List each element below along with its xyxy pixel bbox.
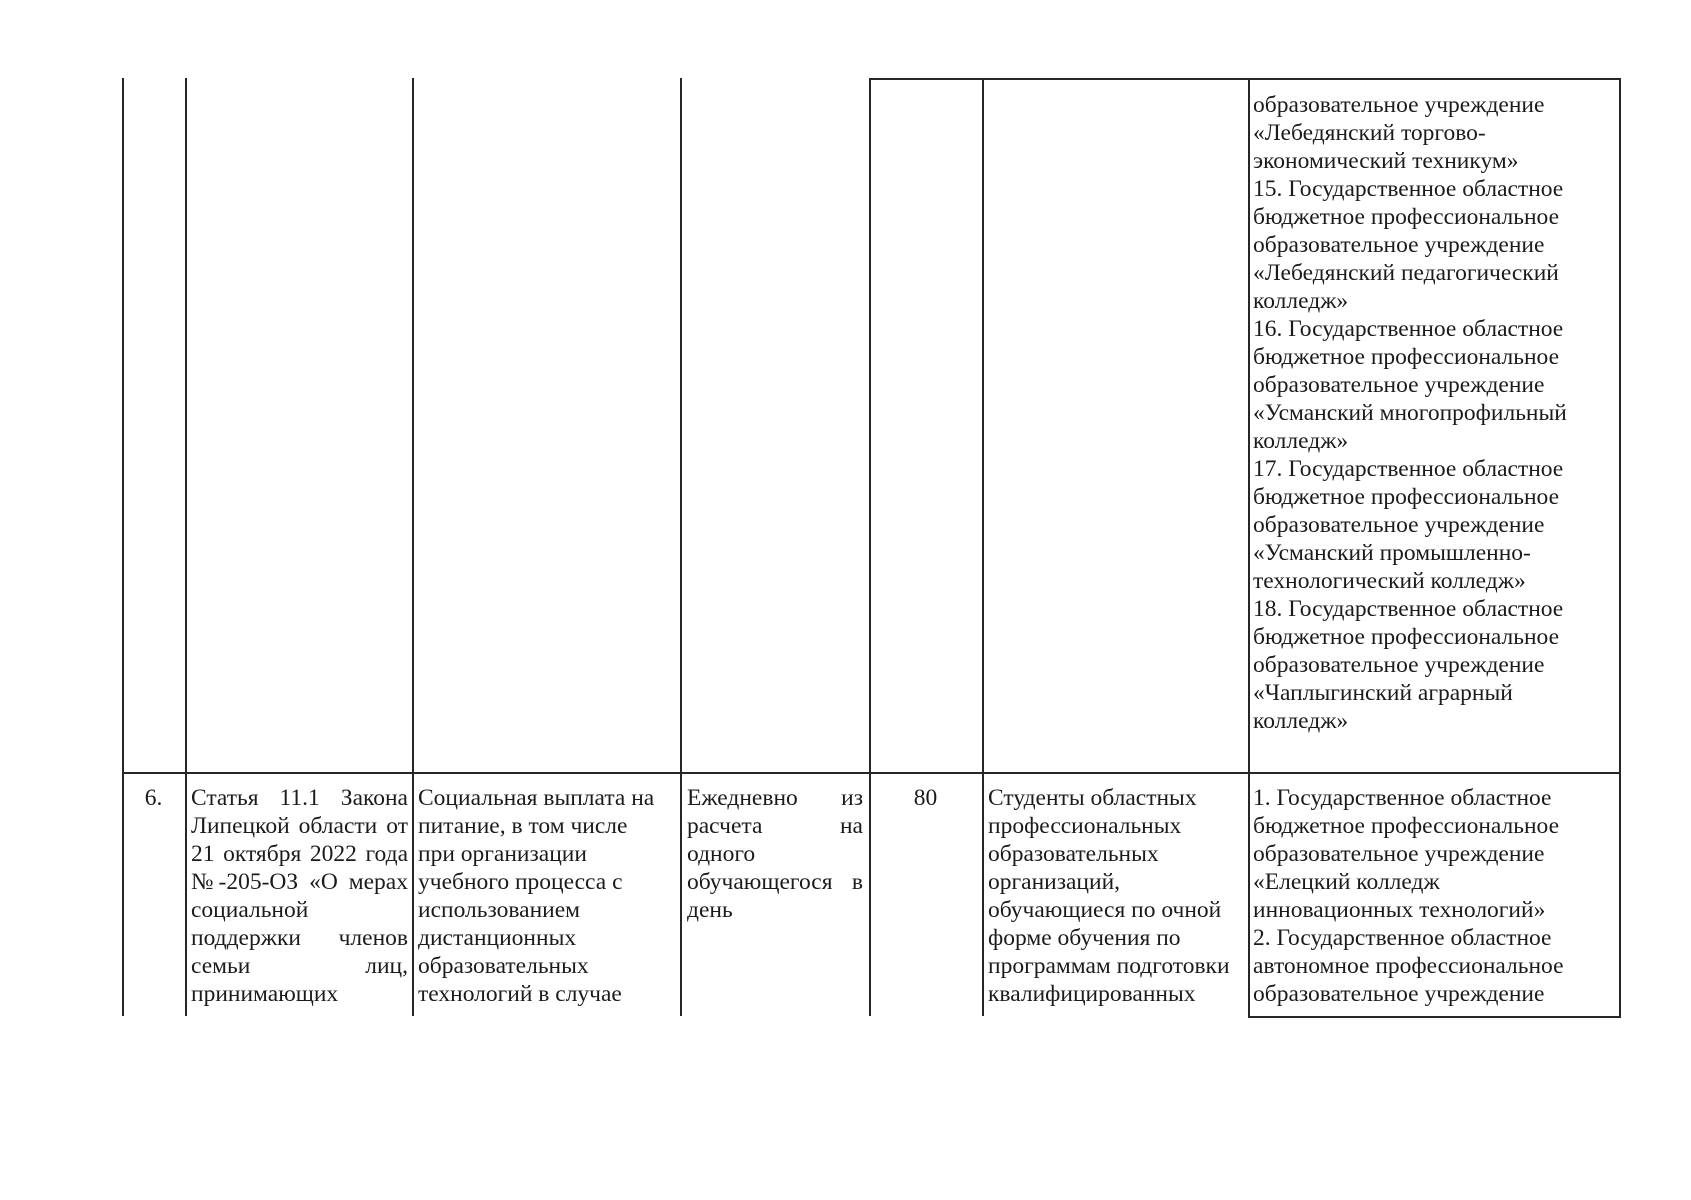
table-border-horizontal xyxy=(122,772,1621,774)
legal-basis-line: поддержки членов xyxy=(191,925,408,951)
organization-line: экономический техникум» xyxy=(1253,148,1519,174)
organization-line: «Лебедянский торгово- xyxy=(1253,120,1486,146)
measure-line: учебного процесса с xyxy=(418,869,623,895)
recipients-line: квалифицированных xyxy=(988,981,1196,1007)
cell-organizations-continued xyxy=(1248,91,1619,735)
frequency-line: день xyxy=(687,897,733,923)
organization-line: 15. Государственное областное xyxy=(1253,176,1564,202)
cell-recipients xyxy=(982,784,1248,1008)
organization-line: образовательное учреждение xyxy=(1253,841,1545,867)
cell-frequency xyxy=(680,784,869,924)
organization-line: бюджетное профессиональное xyxy=(1253,204,1560,230)
organization-line: «Лебедянский педагогический xyxy=(1253,260,1559,286)
frequency-line: Ежедневно из xyxy=(687,785,863,811)
organization-line: 2. Государственное областное xyxy=(1253,925,1552,951)
frequency-line: расчета на xyxy=(687,813,863,839)
legal-basis-line: Статья 11.1 Закона xyxy=(191,785,408,811)
organization-line: бюджетное профессиональное xyxy=(1253,344,1560,370)
legal-basis-line: семьи лиц, xyxy=(191,953,408,979)
recipients-line: программам подготовки xyxy=(988,953,1230,979)
organization-line: образовательное учреждение xyxy=(1253,92,1545,118)
legal-basis-line: №-205-ОЗ «О мерах xyxy=(191,869,408,895)
organization-line: образовательное учреждение xyxy=(1253,981,1545,1007)
organization-line: 16. Государственное областное xyxy=(1253,316,1564,342)
organization-line: «Усманский промышленно- xyxy=(1253,540,1531,566)
legal-basis-line: принимающих xyxy=(191,981,339,1007)
cell-support-measure xyxy=(412,784,680,1008)
recipients-line: форме обучения по xyxy=(988,925,1181,951)
organization-line: «Чаплыгинский аграрный xyxy=(1253,680,1513,706)
organization-line: бюджетное профессиональное xyxy=(1253,813,1560,839)
measure-line: технологий в случае xyxy=(418,981,622,1007)
cell-row-number xyxy=(122,784,185,812)
frequency-line: одного xyxy=(687,841,756,867)
recipients-line: образовательных xyxy=(988,841,1159,867)
organization-line: образовательное учреждение xyxy=(1253,372,1545,398)
organization-line: автономное профессиональное xyxy=(1253,953,1564,979)
organization-line: образовательное учреждение xyxy=(1253,232,1545,258)
measure-line: образовательных xyxy=(418,953,589,979)
cell-organizations xyxy=(1248,784,1619,1008)
organization-line: технологический колледж» xyxy=(1253,568,1526,594)
row-number: 6. xyxy=(144,785,163,811)
table-border-horizontal xyxy=(1248,1016,1621,1018)
measure-line: при организации xyxy=(418,841,587,867)
recipients-line: Студенты областных xyxy=(988,785,1197,811)
amount-value: 80 xyxy=(913,785,938,811)
table-border-vertical xyxy=(1619,78,1621,1016)
organization-line: «Усманский многопрофильный xyxy=(1253,400,1567,426)
organization-line: колледж» xyxy=(1253,288,1349,314)
organization-line: бюджетное профессиональное xyxy=(1253,624,1560,650)
table-border-horizontal xyxy=(869,78,1621,80)
cell-amount xyxy=(869,784,982,812)
organization-line: бюджетное профессиональное xyxy=(1253,484,1560,510)
frequency-line: обучающегося в xyxy=(687,869,863,895)
organization-line: «Елецкий колледж xyxy=(1253,869,1440,895)
organization-line: колледж» xyxy=(1253,708,1349,734)
organization-line: 18. Государственное областное xyxy=(1253,596,1564,622)
table-border-vertical xyxy=(122,78,124,1016)
recipients-line: обучающиеся по очной xyxy=(988,897,1222,923)
table-border-vertical xyxy=(869,78,871,1016)
organization-line: колледж» xyxy=(1253,428,1349,454)
organization-line: 1. Государственное областное xyxy=(1253,785,1552,811)
organization-line: образовательное учреждение xyxy=(1253,652,1545,678)
measure-line: питание, в том числе xyxy=(418,813,628,839)
recipients-line: профессиональных xyxy=(988,813,1182,839)
legal-basis-line: социальной xyxy=(191,897,309,923)
legal-basis-line: 21 октября 2022 года xyxy=(191,841,408,867)
organization-line: образовательное учреждение xyxy=(1253,512,1545,538)
legal-basis-line: Липецкой области от xyxy=(191,813,408,839)
organization-line: 17. Государственное областное xyxy=(1253,456,1564,482)
measure-line: использованием xyxy=(418,897,581,923)
measure-line: Социальная выплата на xyxy=(418,785,655,811)
organization-line: инновационных технологий» xyxy=(1253,897,1546,923)
recipients-line: организаций, xyxy=(988,869,1121,895)
measure-line: дистанционных xyxy=(418,925,577,951)
cell-legal-basis xyxy=(185,784,412,1008)
